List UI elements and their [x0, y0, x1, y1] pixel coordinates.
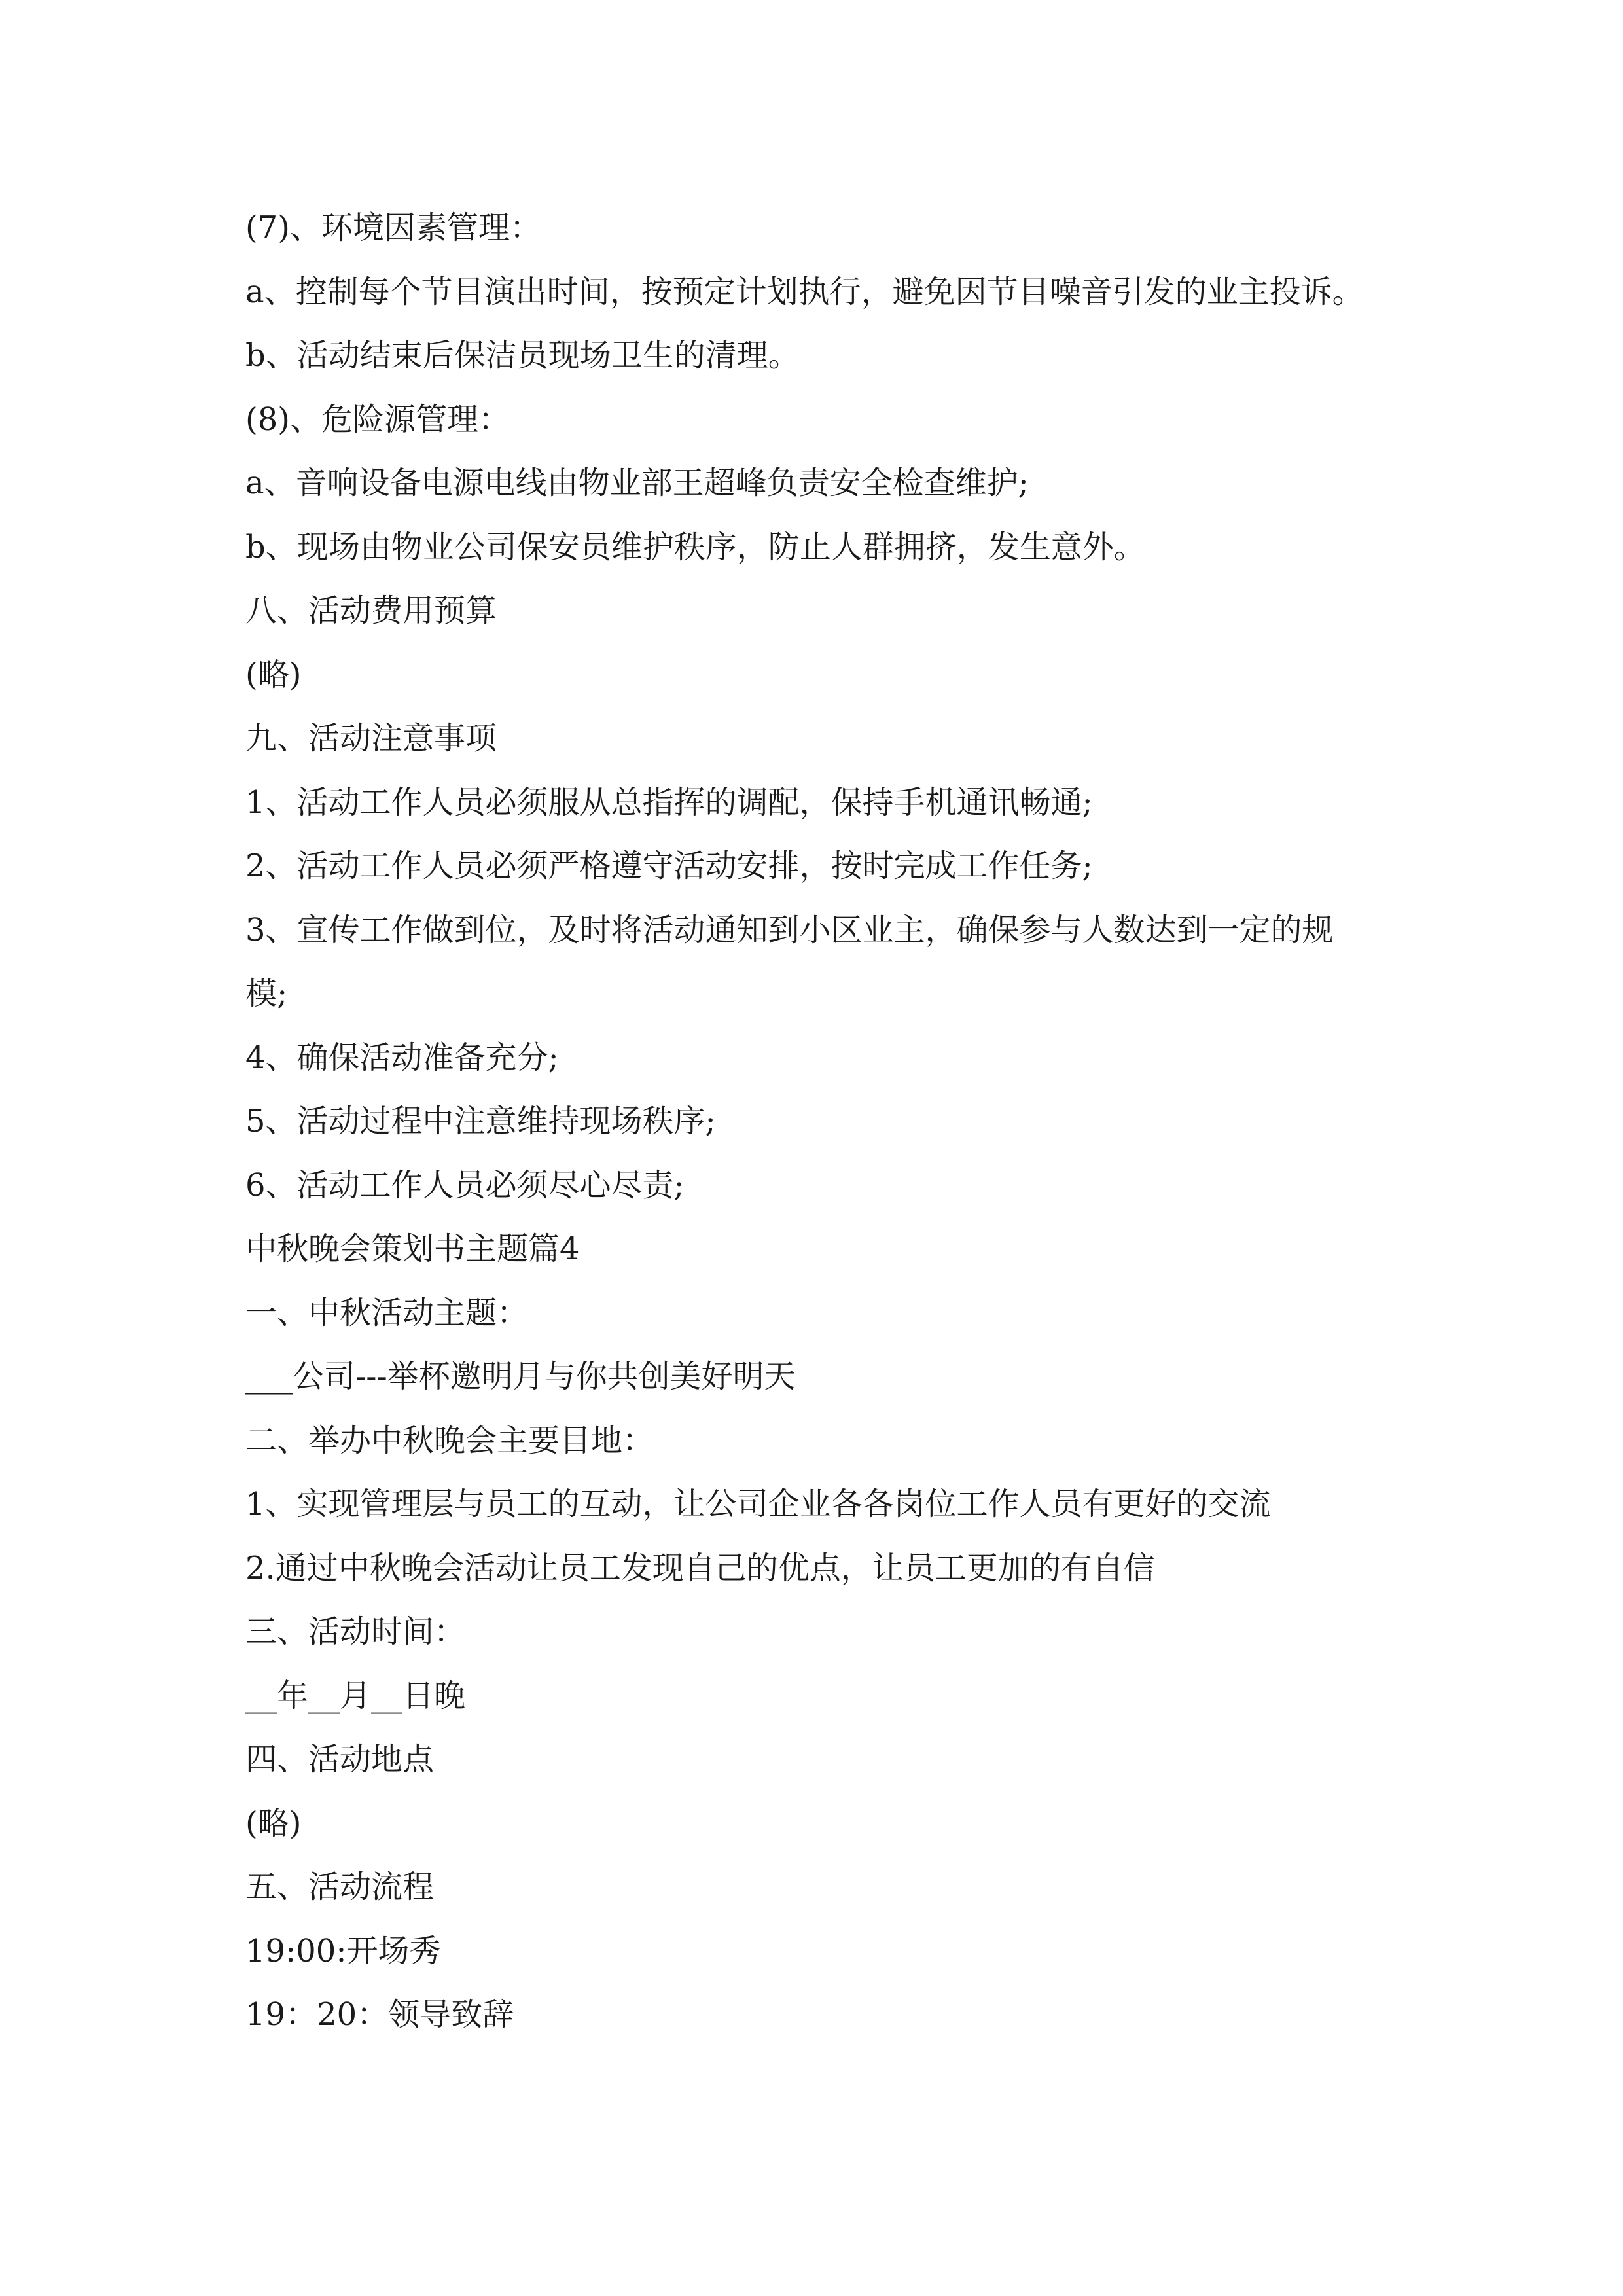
chapter-title: 中秋晚会策划书主题篇4 [245, 1230, 580, 1267]
section-heading: 二、举办中秋晚会主要目地： [245, 1422, 654, 1459]
text-line: 19：20：领导致辞 [245, 1996, 514, 2033]
text-line: 3、宣传工作做到位，及时将活动通知到小区业主，确保参与人数达到一定的规 [245, 911, 1334, 948]
text-line: 模; [245, 975, 288, 1012]
text-line: (略) [245, 1804, 302, 1842]
document-body [245, 196, 1410, 2047]
section-heading: 一、中秋活动主题： [245, 1294, 529, 1331]
text-line: (8)、危险源管理： [245, 401, 510, 438]
section-heading: 三、活动时间： [245, 1613, 466, 1650]
text-line: 1、实现管理层与员工的互动，让公司企业各各岗位工作人员有更好的交流 [245, 1486, 1271, 1522]
text-line: 2.通过中秋晚会活动让员工发现自己的优点，让员工更加的有自信 [245, 1549, 1155, 1587]
text-line: 1、活动工作人员必须服从总指挥的调配，保持手机通讯畅通; [245, 783, 1093, 821]
text-line: 4、确保活动准备充分; [245, 1039, 559, 1076]
text-line: 2、活动工作人员必须严格遵守活动安排，按时完成工作任务; [245, 848, 1093, 884]
section-heading: 五、活动流程 [245, 1869, 435, 1905]
text-line: 5、活动过程中注意维持现场秩序; [245, 1103, 716, 1139]
section-heading: 九、活动注意事项 [245, 720, 497, 757]
text-line: ___公司---举杯邀明月与你共创美好明天 [245, 1358, 796, 1395]
text-line: 19:00:开场秀 [245, 1932, 441, 1969]
text-line: (7)、环境因素管理： [245, 209, 541, 246]
text-line: b、现场由物业公司保安员维护秩序，防止人群拥挤，发生意外。 [245, 528, 1145, 565]
text-line: a、控制每个节目演出时间，按预定计划执行，避免因节目噪音引发的业主投诉。 [245, 273, 1364, 310]
text-line: (略) [245, 656, 302, 693]
section-heading: 四、活动地点 [245, 1741, 435, 1778]
text-line: a、音响设备电源电线由物业部王超峰负责安全检查维护; [245, 465, 1029, 501]
section-heading: 八、活动费用预算 [245, 592, 497, 629]
text-line: 6、活动工作人员必须尽心尽责; [245, 1166, 685, 1204]
text-line: __年__月__日晚 [245, 1677, 466, 1714]
text-line: b、活动结束后保洁员现场卫生的清理。 [245, 337, 800, 374]
